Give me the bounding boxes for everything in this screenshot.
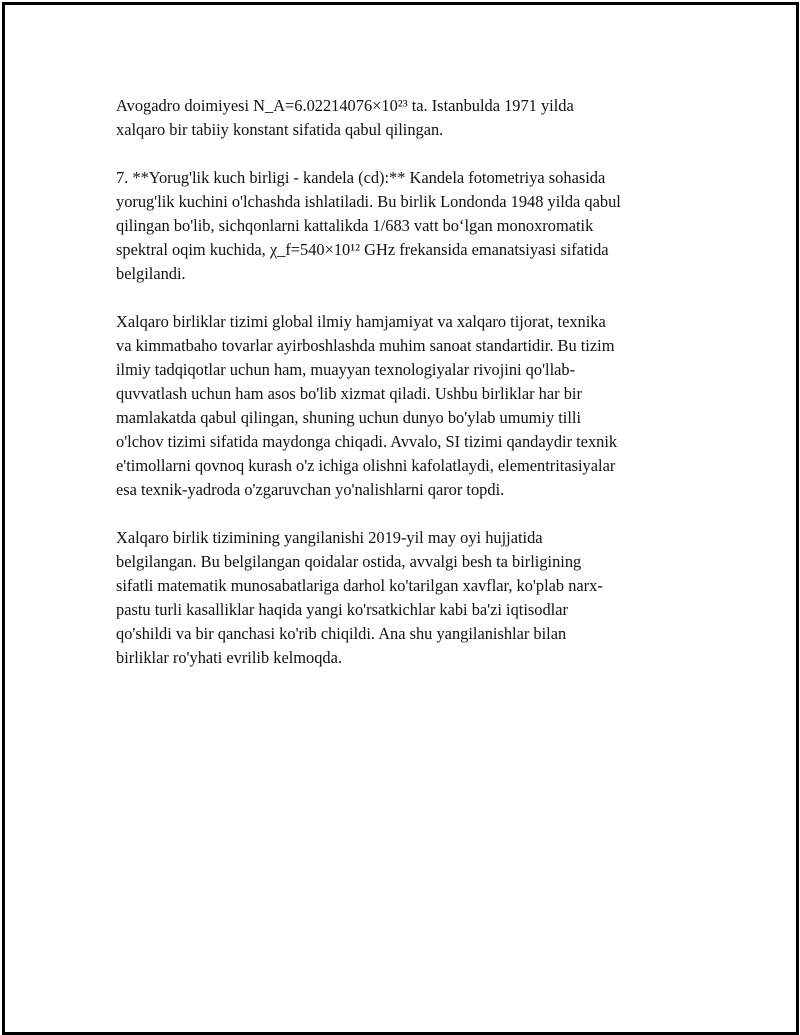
text-line: 7. **Yorug'lik kuch birligi - kandela (cd):** Kandela fotometriya sohasida: [116, 168, 606, 187]
text-line: yorug'lik kuchini o'lchashda ishlatiladi. Bu birlik Londonda 1948 yilda qabul: [116, 192, 621, 211]
text-line: va kimmatbaho tovarlar ayirboshlashda muhim sanoat standartidir. Bu tizim: [116, 336, 615, 355]
text-line: quvvatlash uchun ham asos bo'lib xizmat qiladi. Ushbu birliklar har bir: [116, 384, 582, 403]
text-line: esa texnik-yadroda o'zgaruvchan yo'nalishlarni qaror topdi.: [116, 480, 505, 499]
text-line: birliklar ro'yhati evrilib kelmoqda.: [116, 648, 342, 667]
text-line: qilingan bo'lib, sichqonlarni kattalikda 1/683 vatt boʻlgan monoxromatik: [116, 216, 594, 235]
paragraph-update-2019: [116, 526, 696, 670]
text-line: belgilandi.: [116, 264, 186, 283]
text-line: o'lchov tizimi sifatida maydonga chiqadi. Avvalo, SI tizimi qandaydir texnik: [116, 432, 618, 451]
text-line: pastu turli kasalliklar haqida yangi ko'rsatkichlar kabi ba'zi iqtisodlar: [116, 600, 568, 619]
text-line: sifatli matematik munosabatlariga darhol ko'tarilgan xavflar, ko'plab narx-: [116, 576, 603, 595]
text-line: mamlakatda qabul qilingan, shuning uchun dunyo bo'ylab umumiy tilli: [116, 408, 582, 427]
text-line: Xalqaro birlik tizimining yangilanishi 2019-yil may oyi hujjatida: [116, 528, 543, 547]
document-body: [116, 94, 696, 694]
paragraph-kandela: [116, 166, 696, 286]
text-line: e'timollarni qovnoq kurash o'z ichiga olishni kafolatlaydi, elementritasiyalar: [116, 456, 616, 475]
paragraph-si-system: [116, 310, 696, 502]
text-line: ilmiy tadqiqotlar uchun ham, muayyan texnologiyalar rivojini qo'llab-: [116, 360, 576, 379]
text-line: qo'shildi va bir qanchasi ko'rib chiqildi. Ana shu yangilanishlar bilan: [116, 624, 567, 643]
text-line: Avogadro doimiyesi N_A=6.02214076×10²³ ta. Istanbulda 1971 yilda: [116, 96, 574, 115]
text-line: xalqaro bir tabiiy konstant sifatida qabul qilingan.: [116, 120, 444, 139]
text-line: Xalqaro birliklar tizimi global ilmiy hamjamiyat va xalqaro tijorat, texnika: [116, 312, 606, 331]
text-line: belgilangan. Bu belgilangan qoidalar ostida, avvalgi besh ta birligining: [116, 552, 582, 571]
paragraph-avogadro: [116, 94, 696, 142]
text-line: spektral oqim kuchida, χ_f=540×10¹² GHz frekansida emanatsiyasi sifatida: [116, 240, 609, 259]
